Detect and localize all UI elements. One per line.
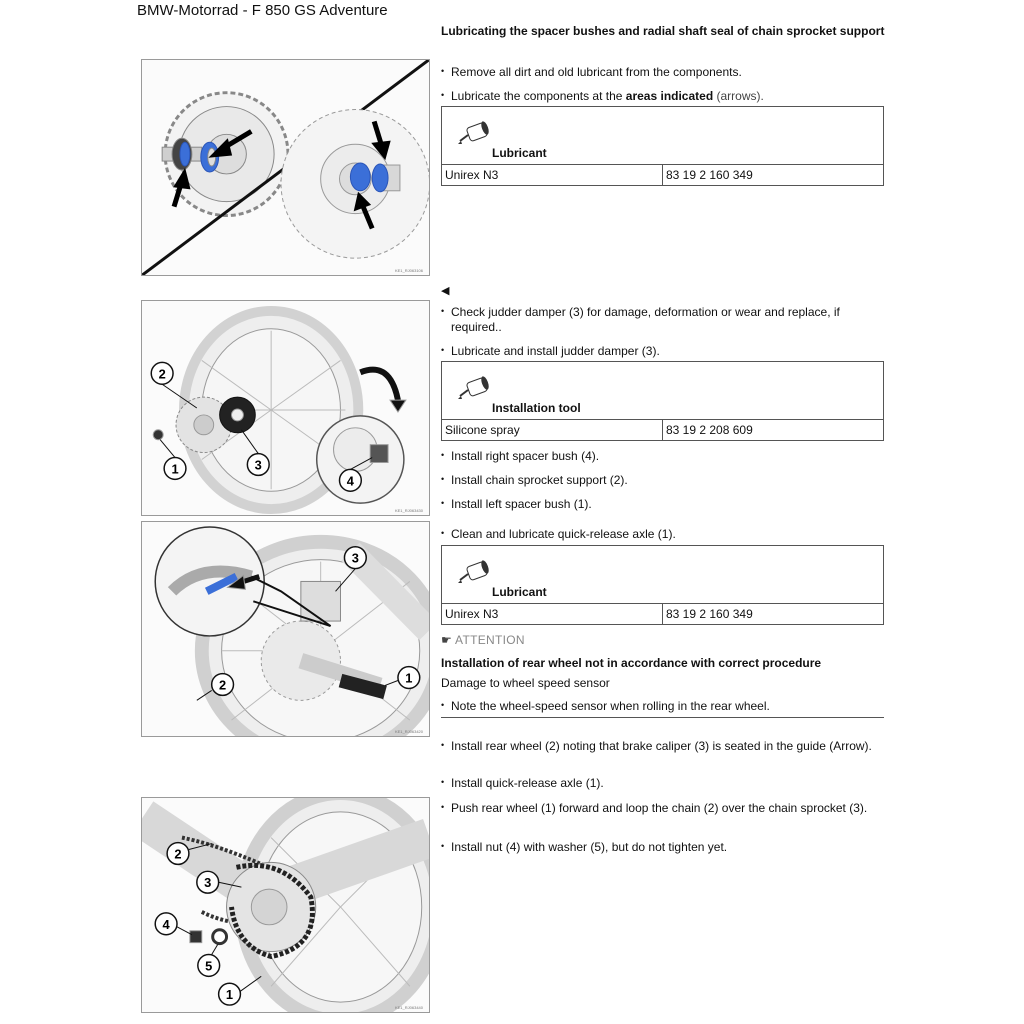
step-remove-dirt: [441, 65, 881, 80]
section-title: Lubricating the spacer bushes and radial shaft seal of chain sprocket support: [441, 24, 885, 38]
step-text: Install quick-release axle (1).: [451, 776, 604, 790]
table-heading: Lubricant: [492, 585, 547, 599]
lubricant-tube-icon: [456, 556, 490, 586]
rear-wheel-axle-illustration: [142, 522, 429, 736]
attention-title: Installation of rear wheel not in accordance with correct procedure: [441, 656, 822, 670]
callout-4: 4: [162, 916, 170, 932]
sprocket-lubrication-illustration: [142, 60, 429, 275]
step-text: Install right spacer bush (4).: [451, 449, 600, 463]
chain-installation-illustration: [142, 798, 429, 1012]
step-text: (arrows).: [713, 89, 764, 103]
step-push-wheel-forward: [441, 801, 881, 816]
figure-code: KE1_RJ063440: [394, 1005, 423, 1010]
table-part-number: 83 19 2 160 349: [666, 607, 753, 621]
figure-judder-damper: [141, 300, 430, 516]
step-install-sprocket-support: [441, 473, 881, 488]
step-text: Check judder damper (3) for damage, deformation or wear and replace, if required..: [451, 305, 840, 334]
step-text: Install nut (4) with washer (5), but do not tighten yet.: [451, 840, 728, 854]
attention-text: ATTENTION: [455, 633, 525, 647]
spray-can-icon: [456, 372, 490, 402]
step-text: Lubricate the components at the: [451, 89, 626, 103]
callout-2: 2: [174, 846, 182, 862]
figure-code: KE1_RJ063430: [394, 508, 423, 513]
step-text: Clean and lubricate quick-release axle (1).: [451, 527, 676, 541]
callout-1: 1: [171, 461, 179, 477]
lubricant-table-axle: [441, 545, 884, 625]
figure-chain-installation: [141, 797, 430, 1013]
step-lubricate-areas: [441, 89, 881, 104]
attention-divider: [441, 717, 884, 718]
installation-tool-table: [441, 361, 884, 441]
step-install-left-spacer: [441, 497, 881, 512]
table-item: Unirex N3: [442, 604, 663, 624]
callout-3: 3: [254, 457, 262, 473]
step-text: Push rear wheel (1) forward and loop the chain (2) over the chain sprocket (3).: [451, 801, 868, 815]
callout-2: 2: [158, 366, 166, 382]
step-check-judder-damper: [441, 305, 881, 335]
step-text: Install left spacer bush (1).: [451, 497, 592, 511]
table-item: Unirex N3: [442, 165, 663, 185]
step-install-right-spacer: [441, 449, 881, 464]
lubricant-tube-icon: [456, 117, 490, 147]
judder-damper-illustration: [142, 301, 429, 515]
hand-pointer-icon: ☛: [441, 633, 453, 647]
step-install-nut: [441, 840, 881, 855]
step-clean-axle: [441, 527, 881, 542]
step-text: Note the wheel-speed sensor when rolling in the rear wheel.: [451, 699, 770, 713]
document-header: BMW-Motorrad - F 850 GS Adventure: [137, 2, 388, 19]
callout-1: 1: [405, 670, 413, 686]
step-install-axle: [441, 776, 881, 791]
callout-3: 3: [204, 875, 212, 891]
step-text: Install chain sprocket support (2).: [451, 473, 628, 487]
figure-sprocket-lubrication: [141, 59, 430, 276]
callout-2: 2: [219, 677, 227, 693]
attention-label: [441, 633, 525, 647]
figure-rear-wheel-axle: [141, 521, 430, 737]
table-part-number: 83 19 2 160 349: [666, 168, 753, 182]
step-lubricate-judder-damper: [441, 344, 881, 359]
step-text: Lubricate and install judder damper (3).: [451, 344, 660, 358]
step-text: Install rear wheel (2) noting that brake caliper (3) is seated in the guide (Arrow).: [451, 739, 872, 753]
figure-code: KE1_RJ063106: [394, 268, 423, 273]
back-marker-icon[interactable]: ◀: [441, 285, 450, 297]
table-heading: Installation tool: [492, 401, 581, 415]
callout-3: 3: [351, 550, 359, 566]
callout-5: 5: [205, 958, 213, 974]
attention-step: [441, 699, 881, 714]
step-text: Remove all dirt and old lubricant from the components.: [451, 65, 742, 79]
lubricant-table: [441, 106, 884, 186]
figure-code: KE1_RJ063420: [394, 729, 423, 734]
table-heading: Lubricant: [492, 146, 547, 160]
step-emphasis: areas indicated: [625, 89, 714, 103]
callout-1: 1: [225, 987, 234, 1003]
step-install-rear-wheel: [441, 739, 881, 754]
table-part-number: 83 19 2 208 609: [666, 423, 753, 437]
table-item: Silicone spray: [442, 420, 663, 440]
attention-consequence: Damage to wheel speed sensor: [441, 676, 610, 690]
callout-4: 4: [346, 473, 354, 489]
